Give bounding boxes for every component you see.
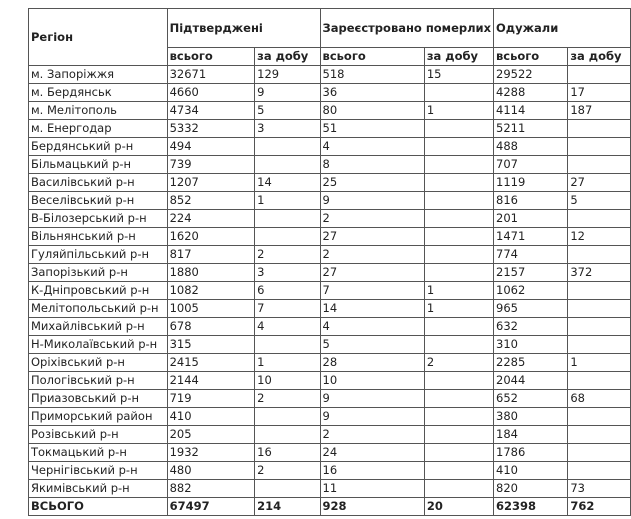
recovered-day-cell (568, 210, 631, 228)
confirmed-day-cell: 1 (255, 192, 320, 210)
recovered-day-cell (568, 444, 631, 462)
deaths-total-cell: 7 (320, 282, 424, 300)
deaths-day-cell (424, 480, 493, 498)
recovered-total-cell: 2285 (494, 354, 568, 372)
confirmed-total-cell: 224 (167, 210, 255, 228)
confirmed-day-cell (255, 408, 320, 426)
region-cell: Оріхівський р-н (29, 354, 168, 372)
deaths-day-cell (424, 408, 493, 426)
deaths-day-cell (424, 264, 493, 282)
confirmed-total-cell: 1082 (167, 282, 255, 300)
region-cell: м. Бердянськ (29, 84, 168, 102)
confirmed-day-cell (255, 426, 320, 444)
recovered-day-cell: 68 (568, 390, 631, 408)
deaths-day-cell: 1 (424, 282, 493, 300)
confirmed-day-cell (255, 336, 320, 354)
deaths-day-cell (424, 120, 493, 138)
confirmed-total-cell: 1932 (167, 444, 255, 462)
recovered-total-cell: 380 (494, 408, 568, 426)
recovered-day-cell: 27 (568, 174, 631, 192)
region-cell: Більмацький р-н (29, 156, 168, 174)
region-cell: Розівський р-н (29, 426, 168, 444)
table-row (29, 156, 631, 174)
recovered-total-cell: 29522 (494, 66, 568, 84)
table-row (29, 444, 631, 462)
deaths-total-cell: 10 (320, 372, 424, 390)
deaths-day-cell (424, 138, 493, 156)
confirmed-total-cell: 2144 (167, 372, 255, 390)
recovered-total-cell: 184 (494, 426, 568, 444)
confirmed-total-cell: 719 (167, 390, 255, 408)
deaths-total-cell: 518 (320, 66, 424, 84)
recovered-day-cell (568, 120, 631, 138)
deaths-total-cell: 4 (320, 318, 424, 336)
region-cell: м. Мелітополь (29, 102, 168, 120)
deaths-day-cell (424, 228, 493, 246)
deaths-day-cell (424, 174, 493, 192)
confirmed-day-cell: 7 (255, 300, 320, 318)
confirmed-day-cell: 1 (255, 354, 320, 372)
deaths-day-cell: 2 (424, 354, 493, 372)
header-recovered-total: всього (494, 48, 568, 66)
recovered-total-cell: 2157 (494, 264, 568, 282)
confirmed-total-cell: 852 (167, 192, 255, 210)
region-cell: Чернігівський р-н (29, 462, 168, 480)
region-cell: Пологівський р-н (29, 372, 168, 390)
recovered-total-cell: 201 (494, 210, 568, 228)
table-row (29, 192, 631, 210)
confirmed-day-cell: 9 (255, 84, 320, 102)
total-recovered-total-cell: 62398 (494, 498, 568, 516)
table-row (29, 246, 631, 264)
deaths-day-cell: 1 (424, 300, 493, 318)
confirmed-total-cell: 5332 (167, 120, 255, 138)
recovered-total-cell: 1062 (494, 282, 568, 300)
deaths-total-cell: 14 (320, 300, 424, 318)
confirmed-day-cell: 3 (255, 264, 320, 282)
recovered-total-cell: 5211 (494, 120, 568, 138)
region-cell: Приморський район (29, 408, 168, 426)
deaths-day-cell (424, 426, 493, 444)
recovered-total-cell: 4114 (494, 102, 568, 120)
confirmed-day-cell: 4 (255, 318, 320, 336)
header-deaths: Зареєстровано померлих (320, 9, 493, 48)
confirmed-day-cell: 129 (255, 66, 320, 84)
table-row (29, 210, 631, 228)
table-row (29, 462, 631, 480)
recovered-total-cell: 816 (494, 192, 568, 210)
confirmed-day-cell: 14 (255, 174, 320, 192)
table-row (29, 84, 631, 102)
recovered-day-cell: 1 (568, 354, 631, 372)
deaths-day-cell (424, 192, 493, 210)
recovered-day-cell (568, 246, 631, 264)
table-row (29, 480, 631, 498)
region-cell: Якимівський р-н (29, 480, 168, 498)
region-cell: Вільнянський р-н (29, 228, 168, 246)
recovered-total-cell: 410 (494, 462, 568, 480)
confirmed-total-cell: 1620 (167, 228, 255, 246)
deaths-total-cell: 51 (320, 120, 424, 138)
deaths-total-cell: 2 (320, 426, 424, 444)
deaths-day-cell (424, 156, 493, 174)
recovered-day-cell: 372 (568, 264, 631, 282)
confirmed-day-cell (255, 156, 320, 174)
header-confirmed-total: всього (167, 48, 255, 66)
recovered-total-cell: 1786 (494, 444, 568, 462)
region-cell: К-Дніпровський р-н (29, 282, 168, 300)
recovered-day-cell: 12 (568, 228, 631, 246)
table-row (29, 336, 631, 354)
region-cell: В-Білозерський р-н (29, 210, 168, 228)
table-row (29, 138, 631, 156)
confirmed-total-cell: 32671 (167, 66, 255, 84)
table-body (29, 66, 631, 516)
recovered-day-cell: 187 (568, 102, 631, 120)
header-deaths-total: всього (320, 48, 424, 66)
confirmed-total-cell: 315 (167, 336, 255, 354)
region-cell: м. Енергодар (29, 120, 168, 138)
recovered-total-cell: 488 (494, 138, 568, 156)
deaths-day-cell (424, 246, 493, 264)
confirmed-total-cell: 1880 (167, 264, 255, 282)
recovered-total-cell: 652 (494, 390, 568, 408)
deaths-day-cell (424, 444, 493, 462)
recovered-total-cell: 1119 (494, 174, 568, 192)
table-row (29, 300, 631, 318)
recovered-total-cell: 4288 (494, 84, 568, 102)
recovered-day-cell (568, 372, 631, 390)
deaths-total-cell: 11 (320, 480, 424, 498)
region-cell: Бердянський р-н (29, 138, 168, 156)
recovered-total-cell: 1471 (494, 228, 568, 246)
deaths-day-cell (424, 372, 493, 390)
confirmed-day-cell: 2 (255, 462, 320, 480)
confirmed-day-cell: 6 (255, 282, 320, 300)
confirmed-day-cell: 16 (255, 444, 320, 462)
recovered-day-cell: 17 (568, 84, 631, 102)
confirmed-day-cell (255, 210, 320, 228)
table-row (29, 120, 631, 138)
table-row (29, 372, 631, 390)
region-cell: Н-Миколаївський р-н (29, 336, 168, 354)
deaths-total-cell: 80 (320, 102, 424, 120)
deaths-total-cell: 24 (320, 444, 424, 462)
confirmed-day-cell: 5 (255, 102, 320, 120)
deaths-total-cell: 28 (320, 354, 424, 372)
covid-stats-table (28, 8, 631, 516)
recovered-day-cell (568, 66, 631, 84)
confirmed-total-cell: 4660 (167, 84, 255, 102)
header-region: Регіон (29, 9, 168, 66)
table-row (29, 318, 631, 336)
region-cell: Василівський р-н (29, 174, 168, 192)
confirmed-total-cell: 2415 (167, 354, 255, 372)
confirmed-day-cell: 3 (255, 120, 320, 138)
table-row (29, 174, 631, 192)
deaths-total-cell: 5 (320, 336, 424, 354)
recovered-day-cell (568, 462, 631, 480)
region-cell: Токмацький р-н (29, 444, 168, 462)
total-recovered-day-cell: 762 (568, 498, 631, 516)
table-container (28, 8, 631, 516)
deaths-total-cell: 8 (320, 156, 424, 174)
deaths-day-cell: 15 (424, 66, 493, 84)
deaths-total-cell: 27 (320, 228, 424, 246)
region-cell: Запорізький р-н (29, 264, 168, 282)
deaths-total-cell: 36 (320, 84, 424, 102)
deaths-day-cell (424, 390, 493, 408)
header-confirmed: Підтверджені (167, 9, 320, 48)
recovered-day-cell (568, 156, 631, 174)
table-row (29, 264, 631, 282)
confirmed-day-cell (255, 138, 320, 156)
header-recovered-day: за добу (568, 48, 631, 66)
region-cell: Мелітопольський р-н (29, 300, 168, 318)
deaths-total-cell: 2 (320, 210, 424, 228)
deaths-day-cell (424, 84, 493, 102)
recovered-total-cell: 774 (494, 246, 568, 264)
recovered-day-cell (568, 282, 631, 300)
recovered-day-cell (568, 138, 631, 156)
total-deaths-day-cell: 20 (424, 498, 493, 516)
deaths-total-cell: 9 (320, 192, 424, 210)
table-row (29, 228, 631, 246)
confirmed-total-cell: 1207 (167, 174, 255, 192)
table-row (29, 354, 631, 372)
table-row (29, 102, 631, 120)
total-region-cell: ВСЬОГО (29, 498, 168, 516)
region-cell: м. Запоріжжя (29, 66, 168, 84)
deaths-day-cell: 1 (424, 102, 493, 120)
confirmed-total-cell: 205 (167, 426, 255, 444)
header-confirmed-day: за добу (255, 48, 320, 66)
recovered-total-cell: 965 (494, 300, 568, 318)
region-cell: Гуляйпільський р-н (29, 246, 168, 264)
confirmed-total-cell: 494 (167, 138, 255, 156)
recovered-total-cell: 2044 (494, 372, 568, 390)
deaths-total-cell: 25 (320, 174, 424, 192)
confirmed-day-cell: 10 (255, 372, 320, 390)
deaths-day-cell (424, 462, 493, 480)
confirmed-total-cell: 1005 (167, 300, 255, 318)
recovered-total-cell: 820 (494, 480, 568, 498)
table-row (29, 282, 631, 300)
confirmed-total-cell: 4734 (167, 102, 255, 120)
deaths-total-cell: 4 (320, 138, 424, 156)
deaths-total-cell: 27 (320, 264, 424, 282)
confirmed-total-cell: 410 (167, 408, 255, 426)
confirmed-total-cell: 882 (167, 480, 255, 498)
table-row (29, 426, 631, 444)
recovered-day-cell (568, 318, 631, 336)
confirmed-day-cell (255, 480, 320, 498)
header-recovered: Одужали (494, 9, 631, 48)
total-row (29, 498, 631, 516)
recovered-day-cell (568, 336, 631, 354)
recovered-day-cell: 5 (568, 192, 631, 210)
recovered-total-cell: 707 (494, 156, 568, 174)
deaths-total-cell: 16 (320, 462, 424, 480)
region-cell: Приазовський р-н (29, 390, 168, 408)
total-confirmed-day-cell: 214 (255, 498, 320, 516)
confirmed-total-cell: 739 (167, 156, 255, 174)
region-cell: Михайлівський р-н (29, 318, 168, 336)
confirmed-total-cell: 480 (167, 462, 255, 480)
deaths-total-cell: 2 (320, 246, 424, 264)
region-cell: Веселівський р-н (29, 192, 168, 210)
confirmed-day-cell (255, 228, 320, 246)
recovered-total-cell: 632 (494, 318, 568, 336)
recovered-day-cell (568, 408, 631, 426)
total-deaths-total-cell: 928 (320, 498, 424, 516)
table-row (29, 66, 631, 84)
table-row (29, 390, 631, 408)
confirmed-day-cell: 2 (255, 390, 320, 408)
recovered-total-cell: 310 (494, 336, 568, 354)
deaths-day-cell (424, 210, 493, 228)
deaths-total-cell: 9 (320, 408, 424, 426)
table-row (29, 408, 631, 426)
deaths-day-cell (424, 318, 493, 336)
recovered-day-cell (568, 426, 631, 444)
header-deaths-day: за добу (424, 48, 493, 66)
confirmed-total-cell: 817 (167, 246, 255, 264)
deaths-day-cell (424, 336, 493, 354)
deaths-total-cell: 9 (320, 390, 424, 408)
confirmed-total-cell: 678 (167, 318, 255, 336)
recovered-day-cell: 73 (568, 480, 631, 498)
recovered-day-cell (568, 300, 631, 318)
total-confirmed-total-cell: 67497 (167, 498, 255, 516)
confirmed-day-cell: 2 (255, 246, 320, 264)
